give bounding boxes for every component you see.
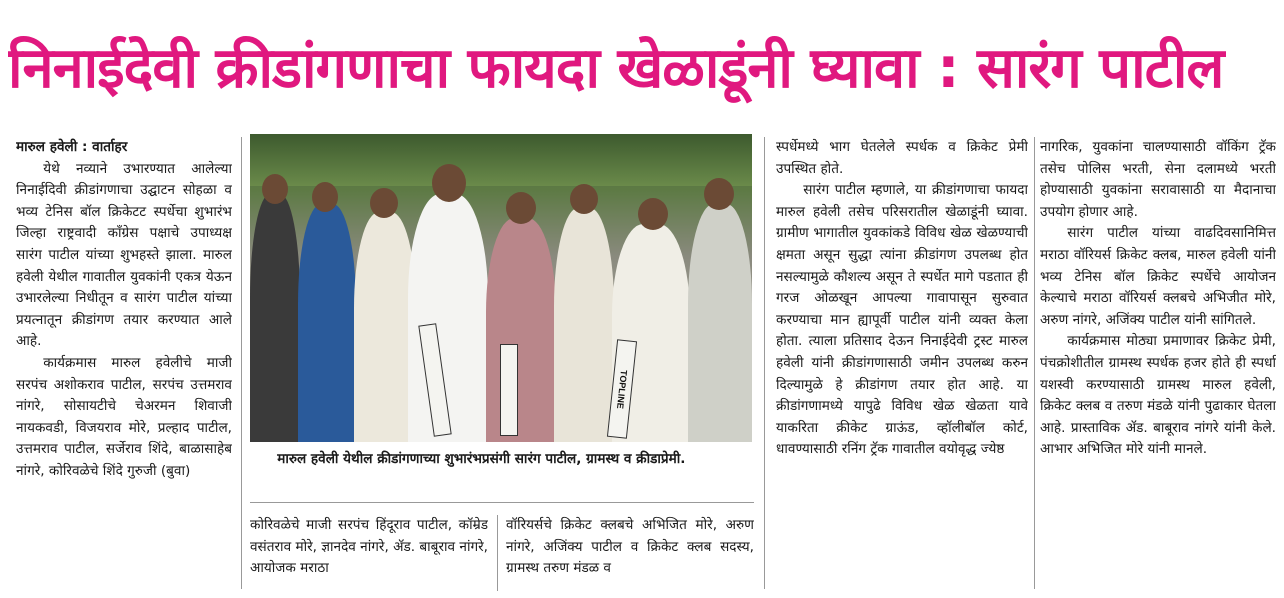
caption-rule bbox=[250, 502, 754, 503]
photo-person bbox=[354, 212, 416, 442]
col3-text: वॉरियर्सचे क्रिकेट क्लबचे अभिजित मोरे, अरुण नांगरे, अजिंक्य पाटील व क्रिकेट क्लब सदस्य, ग्रामस्थ तरुण मंडळ व bbox=[506, 517, 754, 577]
headline: निनाईदेवी क्रीडांगणाचा फायदा खेळाडूंनी घ्यावा : सारंग पाटील bbox=[8, 36, 1224, 101]
col1-paragraph-2: कार्यक्रमास मारुल हवेलीचे माजी सरपंच अशोकराव पाटील, सरपंच उत्तमराव नांगरे, सोसायटीचे चेअरमन शिवाजी नायकवडी, विजयराव मोरे, प्रल्हाद पाटील, उत्तमराव पाटील, सर्जेराव शिंदे, बाळासाहेब नांगरे, कोरिवळेचे शिंदे गुरुजी (बुवा) bbox=[16, 354, 232, 479]
column-4 bbox=[776, 137, 1028, 589]
photo-person bbox=[688, 204, 752, 442]
column-divider bbox=[1034, 137, 1035, 589]
col4-paragraph-2: सारंग पाटील म्हणाले, या क्रीडांगणाचा फायदा मारुल हवेली तसेच परिसरातील खेळाडूंनी घ्यावा. ग्रामीण भागातील युवकांकडे विविध खेळ खेळण्याची क्षमता असून सुद्धा त्यांना क्रीडांगण उपलब्ध होत नसल्यामुळे कौशल्य असून ते स्पर्धेत मागे पडतात ही गरज ओळखून आपल्या गावापासून सुरुवात करण्याचा मान ह्यापूर्वी पाटील यांनी व्यक्त केला होता. त्याला प्रतिसाद देऊन निनाईदेवी ट्रस्ट मारुल हवेली यांनी क्रीडांगणासाठी जमीन उपलब्ध करुन दिल्यामुळे हे क्रीडांगण तयार होत आहे. या क्रीडांगणामध्ये यापुढे विविध खेळ खेळता यावे याकरिता क्रीकेट ग्राऊंड, व्हॉलीबॉल कोर्ट, धावण्यासाठी रनिंग ट्रॅक गावातील वयोवृद्ध ज्येष्ठ bbox=[776, 182, 1028, 458]
col5-paragraph-3: कार्यक्रमास मोठ्या प्रमाणावर क्रिकेट प्रेमी, पंचक्रोशीतील ग्रामस्थ स्पर्धक हजर होते ही स्पर्धा यशस्वी करण्यासाठी ग्रामस्थ मारुल हवेली, क्रिकेट क्लब व तरुण मंडळे यांनी पुढाकार घेतला आहे. प्रास्ताविक ॲड. बाबूराव नांगरे यांनी केले. आभार अभिजित मोरे यांनी मानले. bbox=[1040, 333, 1276, 458]
photo-person bbox=[408, 194, 488, 442]
column-1 bbox=[16, 137, 232, 589]
col1-paragraph-1: येथे नव्याने उभारण्यात आलेल्या निनाईदिवी क्रीडांगणाचा उद्घाटन सोहळा व भव्य टेनिस बॉल क्रिकेटट स्पर्धेचा शुभारंभ जिल्हा राष्ट्रवादी कॉंग्रेस पक्षाचे उपाध्यक्ष सारंग पाटील यांच्या शुभहस्ते झाला. मारुल हवेली येथील गावातील युवकांनी एकत्र येऊन उभारलेल्या निधीतून व सारंग पाटील यांच्या प्रयत्नातून क्रीडांगण तयार करण्यात आले आहे. bbox=[16, 160, 232, 350]
photo-trees bbox=[250, 134, 752, 186]
col5-paragraph-1: नागरिक, युवकांना चालण्यासाठी वॉकिंग ट्रॅक तसेच पोलिस भरती, सेना दलामध्ये भरती होण्यासाठी युवकांना सरावासाठी या मैदानाचा उपयोग होणार आहे. bbox=[1040, 139, 1276, 220]
byline: मारुल हवेली : वार्ताहर bbox=[16, 139, 128, 155]
column-divider bbox=[241, 137, 242, 589]
photo-person bbox=[554, 208, 614, 442]
cricket-bat bbox=[500, 344, 518, 436]
column-divider bbox=[764, 137, 765, 589]
photo-head bbox=[570, 184, 598, 214]
photo-person bbox=[486, 218, 556, 442]
bat-label: TOPLINE bbox=[614, 369, 630, 409]
photo-head bbox=[704, 178, 734, 210]
photo-head bbox=[312, 182, 338, 212]
col5-paragraph-2: सारंग पाटील यांच्या वाढदिवसानिमित्त मराठा वॉरियर्स क्रिकेट क्लब, मारुल हवेली यांनी भव्य टेनिस बॉल क्रिकेट स्पर्धेचे आयोजन केल्याचे मराठा वॉरियर्स क्लबचे अभिजीत मोरे, अरुण नांगरे, अजिंक्य पाटील यांनी सांगितले. bbox=[1040, 225, 1276, 328]
photo-person bbox=[250, 194, 300, 442]
news-photo bbox=[250, 134, 752, 442]
photo-head bbox=[638, 198, 668, 230]
photo-head bbox=[432, 164, 466, 202]
photo-head bbox=[506, 192, 536, 224]
column-divider bbox=[497, 515, 498, 591]
photo-caption: मारुल हवेली येथील क्रीडांगणाच्या शुभारंभप्रसंगी सारंग पाटील, ग्रामस्थ व क्रीडाप्रेमी. bbox=[277, 451, 686, 467]
column-2 bbox=[250, 515, 488, 595]
col4-paragraph-1: स्पर्धेमध्ये भाग घेतलेले स्पर्धक व क्रिकेट प्रेमी उपस्थित होते. bbox=[776, 139, 1028, 177]
photo-head bbox=[370, 188, 398, 218]
column-3 bbox=[506, 515, 754, 595]
photo-person bbox=[298, 204, 356, 442]
column-5 bbox=[1040, 137, 1276, 589]
photo-head bbox=[262, 174, 288, 204]
col2-text: कोरिवळेचे माजी सरपंच हिंदूराव पाटील, कॉम्रेड वसंतराव मोरे, ज्ञानदेव नांगरे, ॲड. बाबूराव नांगरे, आयोजक मराठा bbox=[250, 517, 488, 577]
